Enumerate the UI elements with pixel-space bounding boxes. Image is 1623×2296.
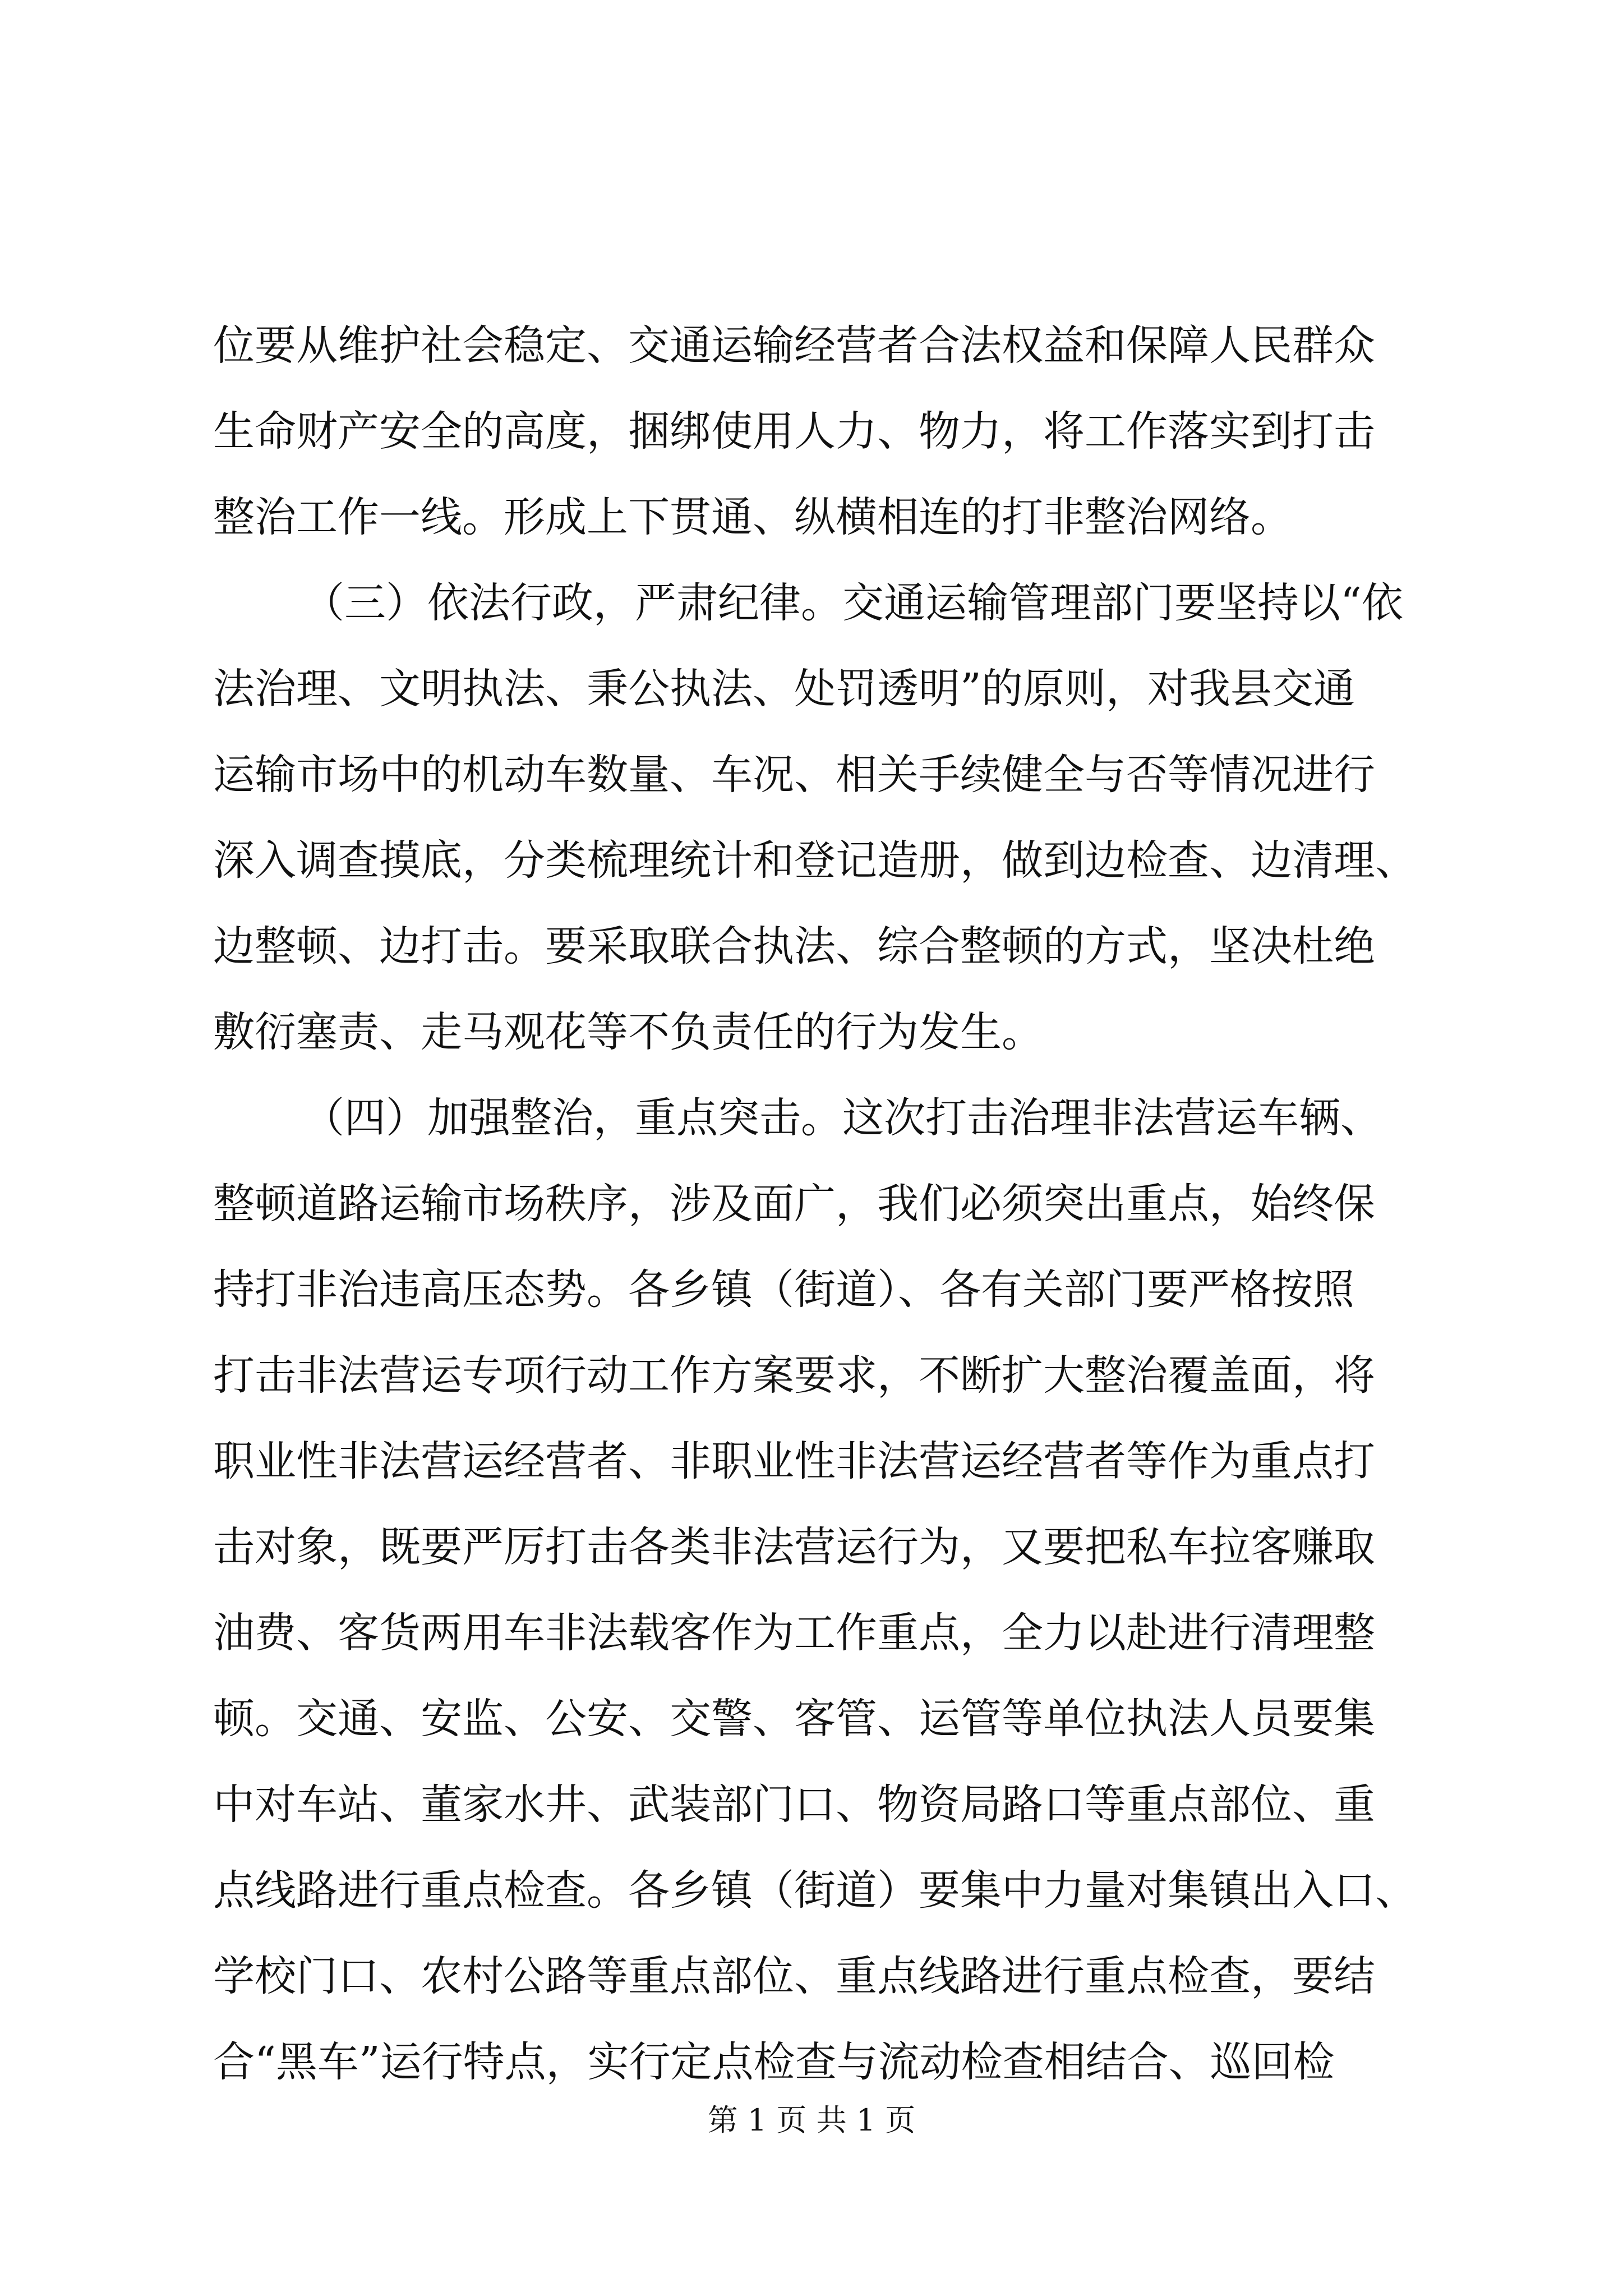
paragraph-section-3 (213, 560, 1424, 1075)
document-body (213, 303, 1424, 2105)
text-line: 运输市场中的机动车数量、车况、相关手续健全与否等情况进行 (213, 751, 1375, 799)
text-line: 持打非治违高压态势。各乡镇（街道）、各有关部门要严格按照 (213, 1266, 1354, 1314)
text-line: （四）加强整治，重点突击。这次打击治理非法营运车辆、 (303, 1094, 1382, 1142)
text-line: 位要从维护社会稳定、交通运输经营者合法权益和保障人民群众 (213, 321, 1375, 370)
page-footer (0, 2098, 1623, 2143)
text-line: 中对车站、董家水井、武装部门口、物资局路口等重点部位、重 (213, 1780, 1375, 1829)
text-line: 点线路进行重点检查。各乡镇（街道）要集中力量对集镇出入口、 (213, 1866, 1417, 1915)
text-line: 整顿道路运输市场秩序，涉及面广，我们必须突出重点，始终保 (213, 1180, 1375, 1228)
text-line: 顿。交通、安监、公安、交警、客管、运管等单位执法人员要集 (213, 1695, 1375, 1743)
text-line: 敷衍塞责、走马观花等不负责任的行为发生。 (213, 1008, 1043, 1056)
text-line: （三）依法行政，严肃纪律。交通运输管理部门要坚持以“依 (303, 579, 1403, 627)
paragraph-section-4 (213, 1075, 1424, 2105)
text-line: 边整顿、边打击。要采取联合执法、综合整顿的方式，坚决杜绝 (213, 922, 1375, 970)
text-line: 学校门口、农村公路等重点部位、重点线路进行重点检查，要结 (213, 1952, 1375, 2000)
text-line: 合“黑车”运行特点，实行定点检查与流动检查相结合、巡回检 (213, 2038, 1335, 2086)
text-line: 打击非法营运专项行动工作方案要求，不断扩大整治覆盖面，将 (213, 1351, 1375, 1400)
text-line: 整治工作一线。形成上下贯通、纵横相连的打非整治网络。 (213, 493, 1292, 541)
page-number-label: 第 1 页 共 1 页 (707, 2102, 916, 2138)
text-line: 职业性非法营运经营者、非职业性非法营运经营者等作为重点打 (213, 1437, 1375, 1485)
paragraph-continuation (213, 303, 1424, 560)
text-line: 深入调查摸底，分类梳理统计和登记造册，做到边检查、边清理、 (213, 836, 1417, 885)
text-line: 油费、客货两用车非法载客作为工作重点，全力以赴进行清理整 (213, 1609, 1375, 1657)
text-line: 生命财产安全的高度，捆绑使用人力、物力，将工作落实到打击 (213, 407, 1375, 455)
text-line: 法治理、文明执法、秉公执法、处罚透明”的原则，对我县交通 (213, 665, 1355, 713)
text-line: 击对象，既要严厉打击各类非法营运行为，又要把私车拉客赚取 (213, 1523, 1375, 1571)
